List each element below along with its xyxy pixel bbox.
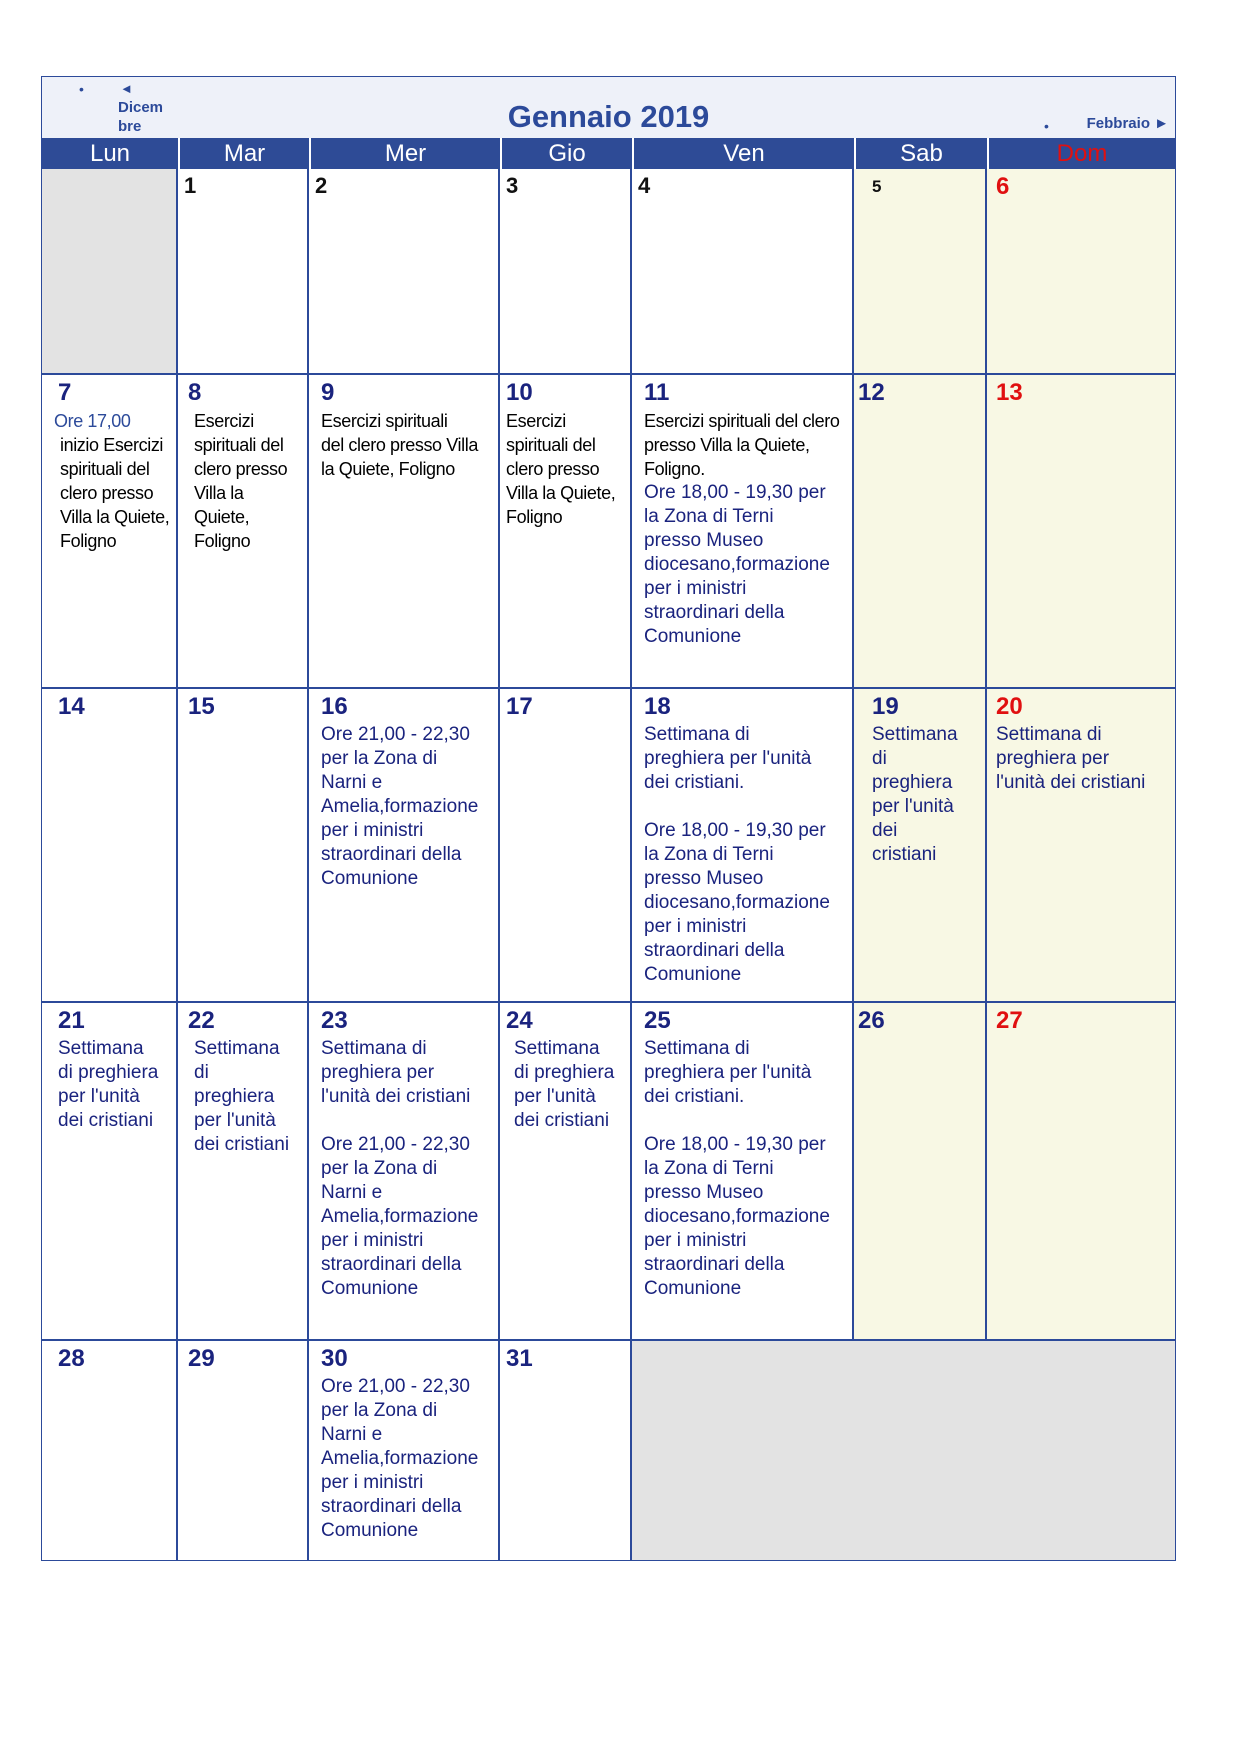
day-number: 25 bbox=[644, 1007, 671, 1034]
day-cell[interactable] bbox=[309, 169, 500, 375]
event-text: Settimana di preghiera per l'unità dei cristiani bbox=[514, 1038, 615, 1131]
day-number: 18 bbox=[644, 693, 671, 720]
event-text: Esercizi spirituali del clero presso Villa la Quiete, Foligno bbox=[506, 411, 616, 527]
day-cell[interactable] bbox=[500, 375, 632, 689]
event-text: Settimana di preghiera per l'unità dei cristiani. Ore 18,00 - 19,30 per la Zona di Terni presso Museo diocesano,formazione per i ministri straordinari della Comunione bbox=[644, 1038, 830, 1299]
day-number: 7 bbox=[58, 379, 72, 406]
day-cell[interactable] bbox=[987, 375, 1175, 689]
weekday-tue: Mar bbox=[178, 138, 309, 169]
event-text: Settimana di preghiera per l'unità dei cristiani bbox=[194, 1038, 290, 1155]
day-cell[interactable] bbox=[500, 689, 632, 1003]
day-number: 5 bbox=[872, 177, 882, 196]
day-cell[interactable] bbox=[178, 689, 309, 1003]
day-cell[interactable] bbox=[178, 1003, 309, 1341]
bullet-icon: • bbox=[1044, 118, 1049, 134]
event-text: Settimana di preghiera per l'unità dei cristiani. Ore 18,00 - 19,30 per la Zona di Terni presso Museo diocesano,formazione per i ministri straordinari della Comunione bbox=[644, 724, 830, 985]
day-cell[interactable] bbox=[500, 169, 632, 375]
day-number: 27 bbox=[996, 1007, 1023, 1034]
day-number: 23 bbox=[321, 1007, 348, 1034]
weekday-mon: Lun bbox=[89, 140, 131, 167]
day-cell[interactable] bbox=[987, 169, 1175, 375]
day-number: 20 bbox=[996, 693, 1023, 720]
day-number: 4 bbox=[638, 173, 651, 198]
day-number: 15 bbox=[188, 693, 215, 720]
next-month-link[interactable]: Febbraio ► bbox=[1086, 115, 1169, 132]
weekday-sat: Sab bbox=[854, 138, 987, 169]
event-text: Settimana di preghiera per l'unità dei cristiani bbox=[58, 1038, 159, 1131]
day-number: 31 bbox=[506, 1345, 533, 1372]
event-text: Settimana di preghiera per l'unità dei cristiani Ore 21,00 - 22,30 per la Zona di Narni e Amelia,formazione per i ministri straordinari della Comunione bbox=[321, 1038, 479, 1299]
day-cell[interactable] bbox=[309, 689, 500, 1003]
day-number: 30 bbox=[321, 1345, 348, 1372]
event-text: Settimana di preghiera per l'unità dei cristiani bbox=[996, 724, 1146, 793]
day-number: 16 bbox=[321, 693, 348, 720]
event-text: Settimana di preghiera per l'unità dei cristiani bbox=[872, 724, 958, 865]
empty-cell bbox=[42, 169, 178, 375]
month-title: Gennaio 2019 bbox=[507, 99, 710, 134]
day-cell[interactable] bbox=[500, 1341, 632, 1560]
day-cell[interactable] bbox=[632, 1003, 854, 1341]
day-number: 28 bbox=[58, 1345, 85, 1372]
day-cell[interactable] bbox=[42, 1341, 178, 1560]
prev-month-label: Dicem bre bbox=[118, 99, 164, 135]
day-number: 29 bbox=[188, 1345, 215, 1372]
day-number: 21 bbox=[58, 1007, 85, 1034]
day-cell[interactable] bbox=[854, 169, 987, 375]
event-text: Ore 18,00 - 19,30 per la Zona di Terni presso Museo diocesano,formazione per i ministri straordinari della Comunione bbox=[644, 482, 830, 647]
day-number: 22 bbox=[188, 1007, 215, 1034]
day-number: 14 bbox=[58, 693, 85, 720]
day-cell[interactable] bbox=[42, 689, 178, 1003]
weekday-sun: Dom bbox=[987, 138, 1175, 169]
day-number: 12 bbox=[858, 379, 885, 406]
day-cell[interactable] bbox=[42, 1003, 178, 1341]
day-cell[interactable] bbox=[632, 169, 854, 375]
day-cell[interactable] bbox=[309, 375, 500, 689]
bullet-icon: • bbox=[79, 81, 84, 97]
event-text: Esercizi spirituali del clero presso Villa la Quiete, Foligno bbox=[321, 411, 478, 479]
day-cell[interactable] bbox=[987, 1003, 1175, 1341]
day-number: 17 bbox=[506, 693, 533, 720]
weekday-header-row bbox=[42, 138, 1175, 169]
day-cell[interactable] bbox=[854, 689, 987, 1003]
day-cell[interactable] bbox=[632, 375, 854, 689]
day-number: 19 bbox=[872, 693, 899, 720]
weekday-fri: Ven bbox=[632, 138, 854, 169]
day-cell[interactable] bbox=[178, 375, 309, 689]
day-number: 2 bbox=[315, 173, 328, 198]
day-cell[interactable] bbox=[854, 375, 987, 689]
day-cell[interactable] bbox=[500, 1003, 632, 1341]
day-number: 26 bbox=[858, 1007, 885, 1034]
event-text: Esercizi spirituali del clero presso Villa la Quiete, Foligno. bbox=[644, 411, 840, 479]
day-number: 6 bbox=[996, 173, 1010, 200]
day-cell[interactable] bbox=[632, 689, 854, 1003]
event-text: Ore 17,00 inizio Esercizi spirituali del clero presso Villa la Quiete, Foligno bbox=[54, 411, 170, 551]
left-arrow-icon: ◄ bbox=[120, 81, 133, 96]
day-number: 24 bbox=[506, 1007, 533, 1034]
day-number: 3 bbox=[506, 173, 519, 198]
empty-cell bbox=[632, 1341, 1175, 1560]
day-number: 13 bbox=[996, 379, 1023, 406]
day-cell[interactable] bbox=[309, 1341, 500, 1560]
day-cell[interactable] bbox=[854, 1003, 987, 1341]
event-text: Ore 21,00 - 22,30 per la Zona di Narni e Amelia,formazione per i ministri straordinari della Comunione bbox=[321, 724, 479, 889]
day-number: 1 bbox=[184, 173, 197, 198]
event-text: Esercizi spirituali del clero presso Villa la Quiete, Foligno bbox=[194, 411, 288, 551]
calendar-header bbox=[42, 77, 1175, 138]
weekday-thu: Gio bbox=[500, 138, 632, 169]
day-number: 8 bbox=[188, 379, 202, 406]
day-cell[interactable] bbox=[987, 689, 1175, 1003]
day-cell[interactable] bbox=[178, 169, 309, 375]
event-text: Ore 21,00 - 22,30 per la Zona di Narni e Amelia,formazione per i ministri straordinari della Comunione bbox=[321, 1376, 479, 1541]
day-cell[interactable] bbox=[309, 1003, 500, 1341]
day-number: 9 bbox=[321, 379, 335, 406]
day-cell[interactable] bbox=[178, 1341, 309, 1560]
weekday-wed: Mer bbox=[309, 138, 500, 169]
calendar bbox=[41, 76, 1176, 1561]
day-number: 11 bbox=[644, 379, 670, 406]
day-number: 10 bbox=[506, 379, 533, 406]
day-cell[interactable] bbox=[42, 375, 178, 689]
